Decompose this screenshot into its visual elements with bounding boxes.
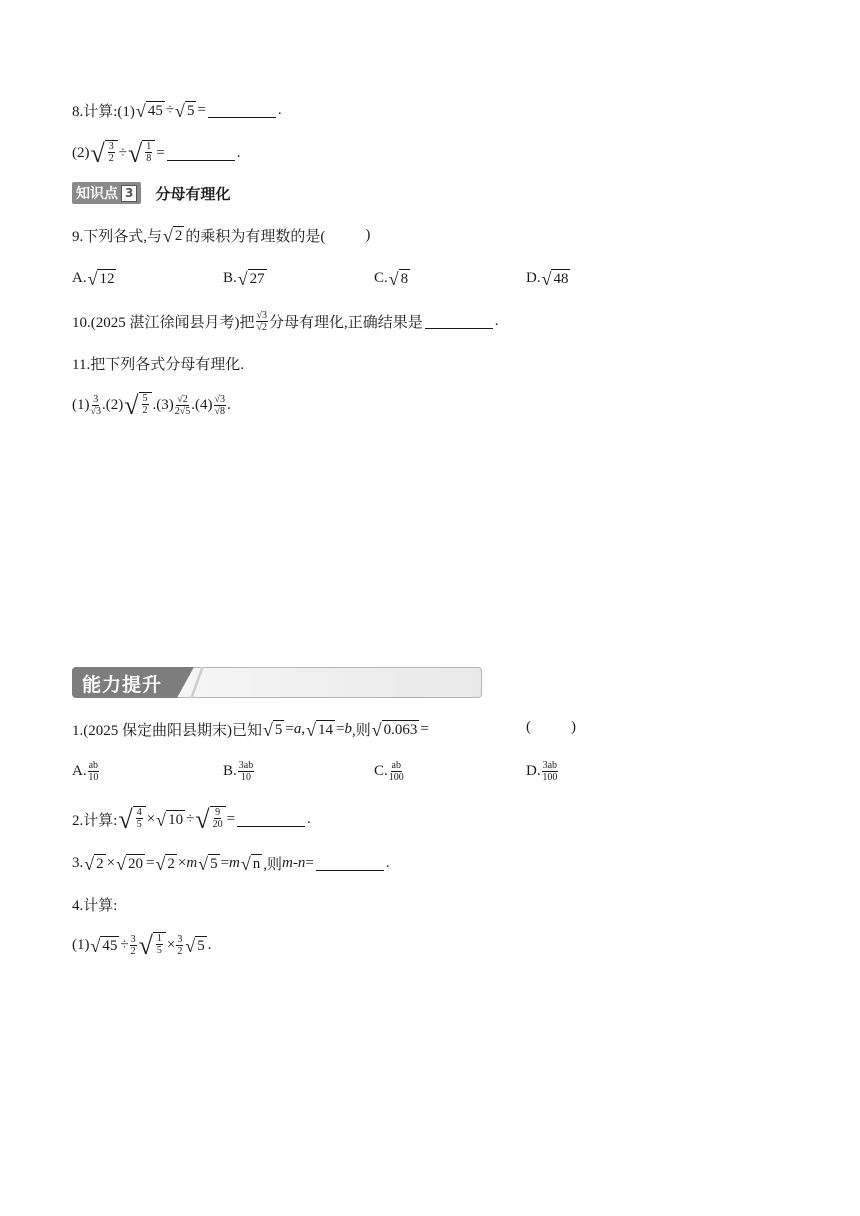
sqrt-fraction-5-2: √ $\frac{5}{2}$ <box>124 392 151 418</box>
knowledge-point-title: 分母有理化 <box>155 184 231 203</box>
close-paren: ) <box>365 227 371 243</box>
answer-blank[interactable] <box>237 812 305 827</box>
q9-stem-prefix: 9.下列各式,与 <box>72 229 163 245</box>
part-label: (1) <box>72 936 90 953</box>
q10 <box>72 310 499 333</box>
period: . <box>385 855 390 871</box>
sqrt-5: √ 5 <box>198 854 218 874</box>
sqrt-5: √ 5 <box>175 101 195 121</box>
fraction-3-2: $\frac{3}{2}$ <box>177 933 183 957</box>
times-op: × <box>146 810 156 827</box>
part-label: .(2) <box>102 396 124 413</box>
n3: 3. √ 2 × √ 20 = √ 2 × m √ 5 = m √ n ,则 m-n = . <box>72 854 390 874</box>
var-a: a <box>293 721 302 737</box>
answer-blank[interactable] <box>167 146 235 161</box>
equals: = <box>156 144 165 161</box>
q9-stem <box>72 225 370 246</box>
divide-op: ÷ <box>165 102 175 118</box>
q11-parts <box>72 392 231 418</box>
q8-line2 <box>72 140 241 166</box>
q9-option-b[interactable]: B. √ 27 <box>223 269 265 289</box>
divide-op: ÷ <box>120 936 129 953</box>
equals: = <box>197 102 206 118</box>
times-op: × <box>166 936 176 953</box>
q8-prefix: 8.计算:(1) <box>72 104 135 120</box>
fraction-sqrt3-over-sqrt8: $\frac{√3}{√8}$ <box>214 393 226 417</box>
knowledge-point-header <box>72 182 230 204</box>
n4-stem: 4.计算: <box>72 898 118 914</box>
section-title: 能力提升 <box>82 674 163 696</box>
period: . <box>207 936 212 953</box>
answer-blank[interactable] <box>316 856 384 871</box>
sqrt-20: √ 20 <box>116 854 143 874</box>
q8-line1 <box>72 100 282 121</box>
period: . <box>307 810 311 827</box>
equals: = <box>420 721 429 737</box>
fraction-sqrt3-over-sqrt2: $\frac{√3}{√2}$ <box>256 310 267 333</box>
n1-prefix: 1.(2025 保定曲阳县期末)已知 <box>72 723 262 739</box>
n1-option-c[interactable]: C. $\frac{ab}{100}$ <box>374 760 404 783</box>
var-m: m <box>229 855 240 871</box>
n2 <box>72 806 311 832</box>
part-label: (1) <box>72 396 90 413</box>
n3-prefix: 3. <box>72 855 84 871</box>
fraction-sqrt2-over-2sqrt5: $\frac{√2}{2√5}$ <box>174 393 191 417</box>
period: . <box>277 102 282 118</box>
q9-stem-suffix: 的乘积为有理数的是( <box>185 229 326 245</box>
divide-op: ÷ <box>186 810 195 827</box>
n4-part1 <box>72 932 212 958</box>
n2-prefix: 2.计算: <box>72 812 118 829</box>
sqrt-2: √ 2 <box>84 854 104 874</box>
expr-m-minus-n: m-n <box>282 855 306 871</box>
period: . <box>227 396 231 413</box>
sqrt-fraction-1-5: √ $\frac{1}{5}$ <box>139 932 166 958</box>
answer-blank[interactable] <box>208 103 276 118</box>
q11-stem: 11.把下列各式分母有理化. <box>72 357 244 373</box>
sqrt-45: √ 45 <box>135 101 163 121</box>
sqrt-2: √ 2 <box>163 226 183 246</box>
sqrt-5: √ 5 <box>263 720 283 740</box>
divide-op: ÷ <box>118 144 128 161</box>
fraction-3-2: $\frac{3}{2}$ <box>130 933 136 957</box>
n1-answer-paren[interactable]: ( ) <box>526 719 576 735</box>
sqrt-fraction-9-20: √ $\frac{9}{20}$ <box>195 806 225 832</box>
knowledge-point-number: 3 <box>121 185 137 202</box>
answer-blank[interactable] <box>425 314 493 329</box>
var-b: b <box>344 721 352 737</box>
section-banner <box>72 667 482 698</box>
sqrt-14: √ 14 <box>306 720 333 740</box>
sqrt-10: √ 10 <box>156 809 184 830</box>
period: . <box>494 313 499 329</box>
sqrt-fraction-1-8: √ $\frac{1}{8}$ <box>128 140 155 166</box>
sqrt-2: √ 2 <box>155 854 175 874</box>
var-m: m <box>186 855 198 871</box>
q8-part2-label: (2) <box>72 144 90 161</box>
q10-suffix: 分母有理化,正确结果是 <box>269 315 423 331</box>
n1-option-b[interactable]: B. $\frac{3ab}{10}$ <box>223 760 254 783</box>
times-op: × <box>106 855 116 871</box>
period: . <box>236 144 241 161</box>
q9-option-a[interactable]: A. √ 12 <box>72 269 115 289</box>
knowledge-point-badge: 知识点 3 <box>72 182 141 204</box>
n1-option-d[interactable]: D. $\frac{3ab}{100}$ <box>526 760 558 783</box>
sqrt-45: √ 45 <box>90 935 118 956</box>
fraction-3-over-sqrt3: $\frac{3}{√3}$ <box>90 393 101 417</box>
equals: = <box>226 810 236 827</box>
n1-stem: 1.(2025 保定曲阳县期末)已知 √ 5 = a , √ 14 = b ,则 √ 0.063 = <box>72 720 429 740</box>
sqrt-fraction-3-2: √ $\frac{3}{2}$ <box>91 140 118 166</box>
sqrt-0063: √ 0.063 <box>371 720 418 740</box>
n1-option-a[interactable]: A. $\frac{ab}{10}$ <box>72 760 99 783</box>
sqrt-n: √ n <box>240 854 261 874</box>
q9-option-d[interactable]: D. √ 48 <box>526 269 569 289</box>
q9-option-c[interactable]: C. √ 8 <box>374 269 409 289</box>
part-label: .(3) <box>152 396 174 413</box>
q10-prefix: 10.(2025 湛江徐闻县月考)把 <box>72 315 255 331</box>
sqrt-fraction-4-5: √ $\frac{4}{5}$ <box>118 806 145 832</box>
sqrt-5: √ 5 <box>185 935 205 956</box>
part-label: .(4) <box>191 396 213 413</box>
